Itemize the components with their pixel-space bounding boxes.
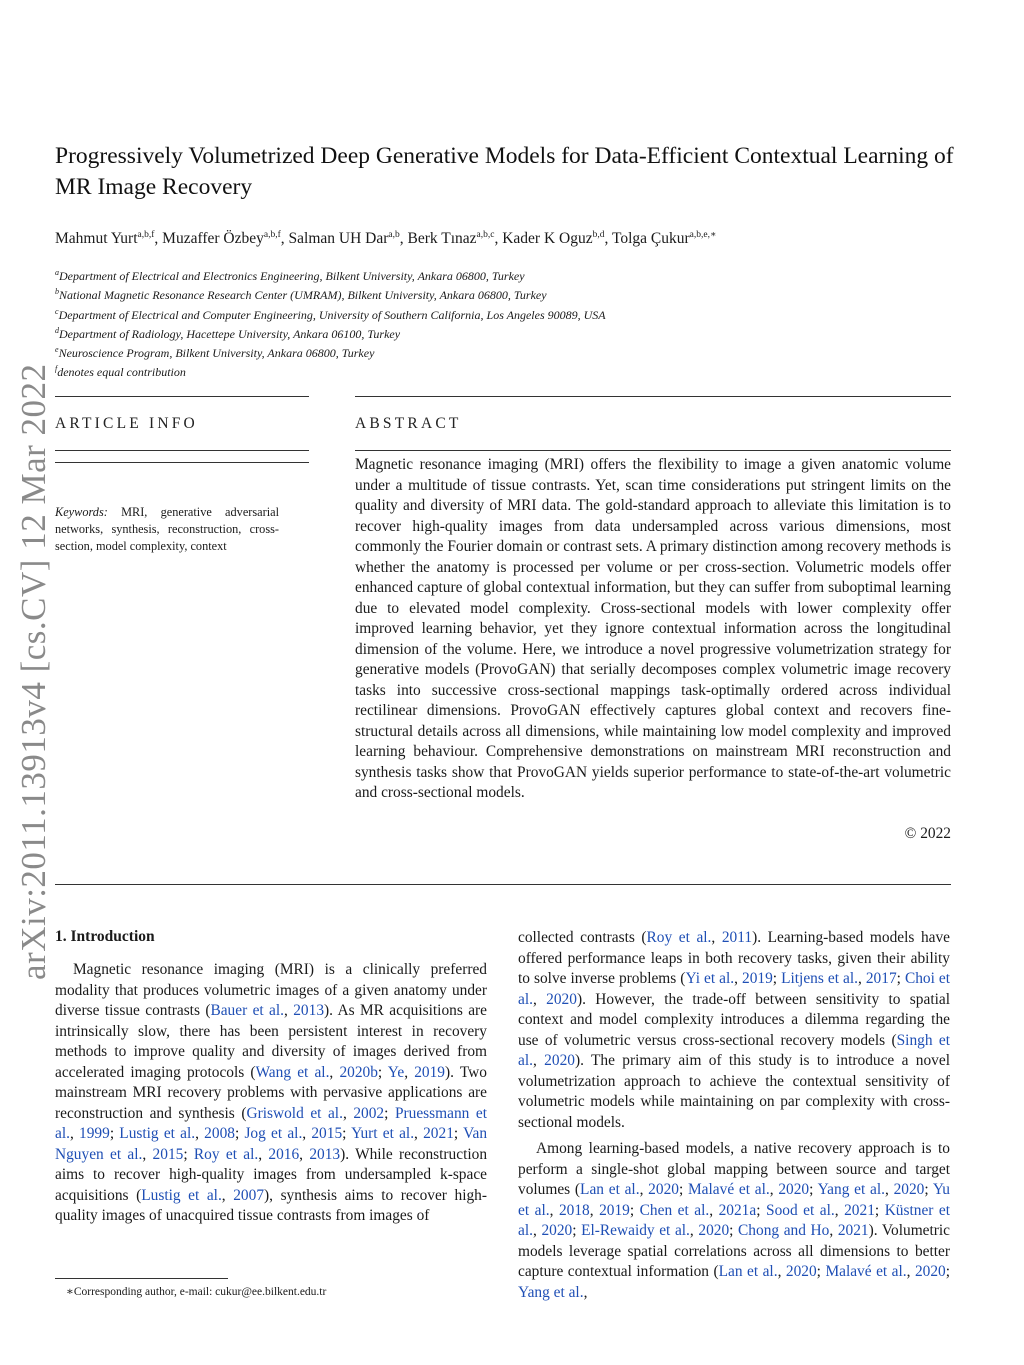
citation-link[interactable]: Küstner et al. [518, 1201, 951, 1239]
author-affiliation-marker: a,b,f [137, 230, 155, 240]
affiliation-key: e [55, 345, 59, 355]
citation-link[interactable]: 2019 [599, 1201, 630, 1219]
citation-link[interactable]: Ye [387, 1063, 405, 1081]
affiliation-line [55, 265, 955, 284]
copyright: © 2022 [904, 825, 951, 842]
divider [55, 884, 951, 885]
citation-link[interactable]: 2011 [721, 929, 753, 946]
citation-link[interactable]: Singh et al. [518, 1031, 950, 1069]
author-affiliation-marker: a,b,c [476, 230, 495, 240]
citation-link[interactable]: Lustig et al. [119, 1125, 196, 1142]
citation-link[interactable]: Choi et al. [518, 970, 951, 1008]
citation-link[interactable]: 2021a [718, 1201, 757, 1219]
affiliation-key: a [55, 268, 59, 277]
citation-link[interactable]: Wang et al. [255, 1063, 330, 1081]
section-heading-introduction: 1. Introduction [55, 928, 155, 945]
affiliation-text: Department of Radiology, Hacettepe University, Ankara 06100, Turkey [59, 326, 401, 341]
citation-link[interactable]: Sood et al. [766, 1201, 835, 1219]
citation-link[interactable]: 2021 [423, 1125, 454, 1142]
citation-link[interactable]: Bauer et al. [210, 1002, 285, 1019]
author-name: Kader K Oguz [502, 230, 593, 248]
citation-link[interactable]: 2007 [233, 1186, 265, 1204]
citation-link[interactable]: Pruessmann et al. [55, 1104, 487, 1142]
divider [55, 396, 309, 397]
affiliation-line [55, 284, 955, 303]
citation-link[interactable]: Chen et al. [639, 1201, 710, 1219]
citation-link[interactable]: 1999 [79, 1125, 110, 1142]
keywords [55, 504, 279, 555]
citation-link[interactable]: Jog et al. [244, 1125, 303, 1142]
arxiv-identifier: arXiv:2011.13913v4 [cs.CV] 12 Mar 2022 [14, 363, 53, 980]
citation-link[interactable]: 2015 [311, 1125, 343, 1142]
author-name: Mahmut Yurt [55, 230, 138, 248]
citation-link[interactable]: 2020 [546, 990, 577, 1008]
citation-link[interactable]: 2021 [837, 1222, 869, 1239]
citation-link[interactable]: 2020 [698, 1222, 730, 1239]
citation-link[interactable]: 2013 [293, 1002, 325, 1019]
divider [55, 450, 309, 451]
abstract-heading: ABSTRACT [355, 415, 462, 432]
citation-link[interactable]: Roy et al. [646, 929, 712, 946]
divider [355, 396, 951, 397]
citation-link[interactable]: Yang et al. [518, 1283, 584, 1301]
keywords-text: MRI, generative adversarial networks, synthesis, reconstruction, cross-section, model complexity, context [55, 505, 279, 553]
citation-link[interactable]: Van Nguyen et al. [55, 1125, 488, 1163]
footnote: ∗Corresponding author, e-mail: cukur@ee.bilkent.edu.tr [66, 1286, 327, 1298]
affiliation-text: Department of Electrical and Electronics Engineering, Bilkent University, Ankara 06800, Turkey [59, 269, 525, 283]
citation-link[interactable]: Litjens et al. [781, 970, 858, 987]
affiliation-line [55, 304, 955, 323]
citation-link[interactable]: 2008 [204, 1125, 235, 1142]
keywords-label: Keywords: [55, 505, 108, 519]
citation-link[interactable]: Lan et al. [580, 1181, 640, 1198]
affiliation-text: denotes equal contribution [57, 365, 186, 380]
affiliation-line [55, 323, 955, 342]
citation-link[interactable]: 2020 [648, 1181, 679, 1198]
citation-link[interactable]: 2020 [893, 1181, 925, 1198]
citation-link[interactable]: Yi et al. [685, 970, 735, 987]
affiliation-key: b [55, 287, 59, 297]
citation-link[interactable]: 2020 [541, 1222, 573, 1239]
citation-link[interactable]: 2020 [544, 1052, 575, 1069]
citation-link[interactable]: 2020 [778, 1181, 810, 1198]
divider [355, 450, 951, 451]
author-affiliation-marker: b,d [592, 230, 605, 240]
citation-link[interactable]: 2019 [414, 1063, 445, 1081]
citation-link[interactable]: 2020b [339, 1063, 378, 1081]
citation-link[interactable]: Griswold et al. [246, 1104, 343, 1122]
affiliation-text: National Magnetic Resonance Research Center (UMRAM), Bilkent University, Ankara 06800, Turkey [59, 288, 547, 303]
citation-link[interactable]: Malavé et al. [825, 1263, 907, 1280]
abstract-text: Magnetic resonance imaging (MRI) offers the flexibility to image a given anatomic volume under a multitude of tissue contrasts. Yet, scan time considerations put stringent limits on the quality and diversity of MRI data. The gold-standard approach to alleviate this limitation is to recover high-quality images from data undersampled across various dimensions, most commonly the Fourier domain or contrast sets. A primary distinction among recovery methods is whether the anatomy is processed per volume or per cross-section. Volumetric models offer enhanced capture of global contextual information, but they can suffer from suboptimal learning due to elevated model complexity. Cross-sectional models with lower complexity offer improved learning behavior, yet they ignore contextual information across the longitudinal dimension of the volume. Here, we introduce a novel progressive volumetrization strategy for generative models (ProvoGAN) that serially decomposes complex volumetric image recovery tasks into successive cross-sectional mappings task-optimally ordered across individual rectilinear dimensions. ProvoGAN effectively captures global context and recovers fine-structural details across all dimensions, while maintaining low model complexity and improved learning behaviour. Comprehensive demonstrations on mainstream MRI reconstruction and synthesis tasks show that ProvoGAN yields superior performance to state-of-the-art volumetric and cross-sectional models. [355, 456, 951, 801]
intro-paragraph-1: Magnetic resonance imaging (MRI) is a clinically preferred modality that produces volumetric images of a given anatomy under diverse tissue contrasts (Bauer et al., 2013). As MR acquisitions are intrinsically slow, there has been persistent interest in recovery methods to improve quality and diversity of images derived from accelerated imaging protocols (Wang et al., 2020b; Ye, 2019). Two mainstream MRI recovery problems with pervasive applications are reconstruction and synthesis (Griswold et al., 2002; Pruessmann et al., 1999; Lustig et al., 2008; Jog et al., 2015; Yurt et al., 2021; Van Nguyen et al., 2015; Roy et al., 2016, 2013). While reconstruction aims to recover high-quality images from undersampled k-space acquisitions (Lustig et al., 2007), synthesis aims to recover high-quality images of unacquired tissue contrasts from images of [55, 961, 488, 1224]
affiliation-text: Neuroscience Program, Bilkent University, Ankara 06800, Turkey [58, 346, 375, 361]
citation-link[interactable]: Yu et al. [518, 1181, 950, 1219]
affiliation-line [55, 361, 955, 380]
citation-link[interactable]: Malavé et al. [688, 1181, 770, 1198]
author-name: Salman UH Dar [288, 230, 389, 248]
citation-link[interactable]: El-Rewaidy et al. [581, 1222, 690, 1239]
citation-link[interactable]: 2021 [844, 1201, 875, 1219]
citation-link[interactable]: Yang et al. [817, 1181, 885, 1198]
author-affiliation-marker: a,b [388, 230, 400, 240]
citation-link[interactable]: Lan et al. [718, 1263, 778, 1280]
citation-link[interactable]: Chong and Ho [738, 1222, 830, 1239]
affiliation-key: c [55, 306, 59, 316]
article-info-heading: ARTICLE INFO [55, 415, 198, 432]
citation-link[interactable]: 2002 [353, 1104, 385, 1122]
affiliation-list [55, 265, 955, 381]
intro-left-column [55, 960, 487, 1227]
paper-title: Progressively Volumetrized Deep Generative Models for Data-Efficient Contextual Learning of MR Image Recovery [55, 143, 954, 200]
author-list: Mahmut Yurt$^{a,b,f}$, Muzaffer Özbey$^{a,b,f}$, Salman UH Dar$^{a,b}$, Berk Tınaz$^{a,b,c}$, Kader K Oguz$^{b,d}$, Tolga Çukur$^{a,b,e,∗}$ [55, 230, 717, 248]
affiliation-text: Department of Electrical and Computer Engineering, University of Southern California, Los Angeles 90089, USA [58, 307, 606, 322]
author-name: Muzaffer Özbey [162, 230, 264, 248]
citation-link[interactable]: Yurt et al. [351, 1125, 415, 1142]
author-name: Tolga Çukur [611, 230, 690, 248]
intro-paragraph-3: Among learning-based models, a native recovery approach is to perform a single-shot global mapping between source and target volumes (Lan et al., 2020; Malavé et al., 2020; Yang et al., 2020; Yu et al., 2018, 2019; Chen et al., 2021a; Sood et al., 2021; Küstner et al., 2020; El-Rewaidy et al., 2020; Chong and Ho, 2021). Volumetric models leverage spatial correlations across all dimensions to better capture contextual information (Lan et al., 2020; Malavé et al., 2020; Yang et al., [518, 1140, 951, 1301]
citation-link[interactable]: 2013 [309, 1145, 341, 1163]
author-name: Berk Tınaz [407, 230, 477, 248]
intro-paragraph-2: collected contrasts (Roy et al., 2011). Learning-based models have offered performance leaps in both recovery tasks, given their ability to solve inverse problems (Yi et al., 2019; Litjens et al., 2017; Choi et al., 2020). However, the trade-off between sensitivity to spatial context and model complexity introduces a dilemma regarding the use of volumetric versus cross-sectional recovery models (Singh et al., 2020). The primary aim of this study is to introduce a novel volumetrization approach to achieve the contextual sensitivity of volumetric models while maintaining on par complexity with cross-sectional models. [518, 929, 951, 1131]
citation-link[interactable]: 2020 [914, 1263, 946, 1280]
affiliation-key: f [55, 364, 58, 374]
divider [55, 462, 309, 463]
citation-link[interactable]: 2020 [785, 1263, 817, 1280]
citation-link[interactable]: 2015 [152, 1145, 184, 1163]
citation-link[interactable]: Lustig et al. [141, 1186, 222, 1204]
intro-right-column [518, 928, 950, 1303]
citation-link[interactable]: 2016 [268, 1145, 300, 1163]
citation-link[interactable]: 2017 [865, 970, 897, 987]
author-affiliation-marker: a,b,f [263, 230, 281, 240]
citation-link[interactable]: Roy et al. [193, 1145, 259, 1163]
citation-link[interactable]: 2018 [558, 1201, 590, 1219]
citation-link[interactable]: 2019 [742, 970, 773, 987]
affiliation-key: d [55, 325, 59, 335]
footnote-rule [55, 1278, 228, 1279]
affiliation-line [55, 342, 955, 361]
author-affiliation-marker: a,b,e,∗ [689, 230, 717, 240]
